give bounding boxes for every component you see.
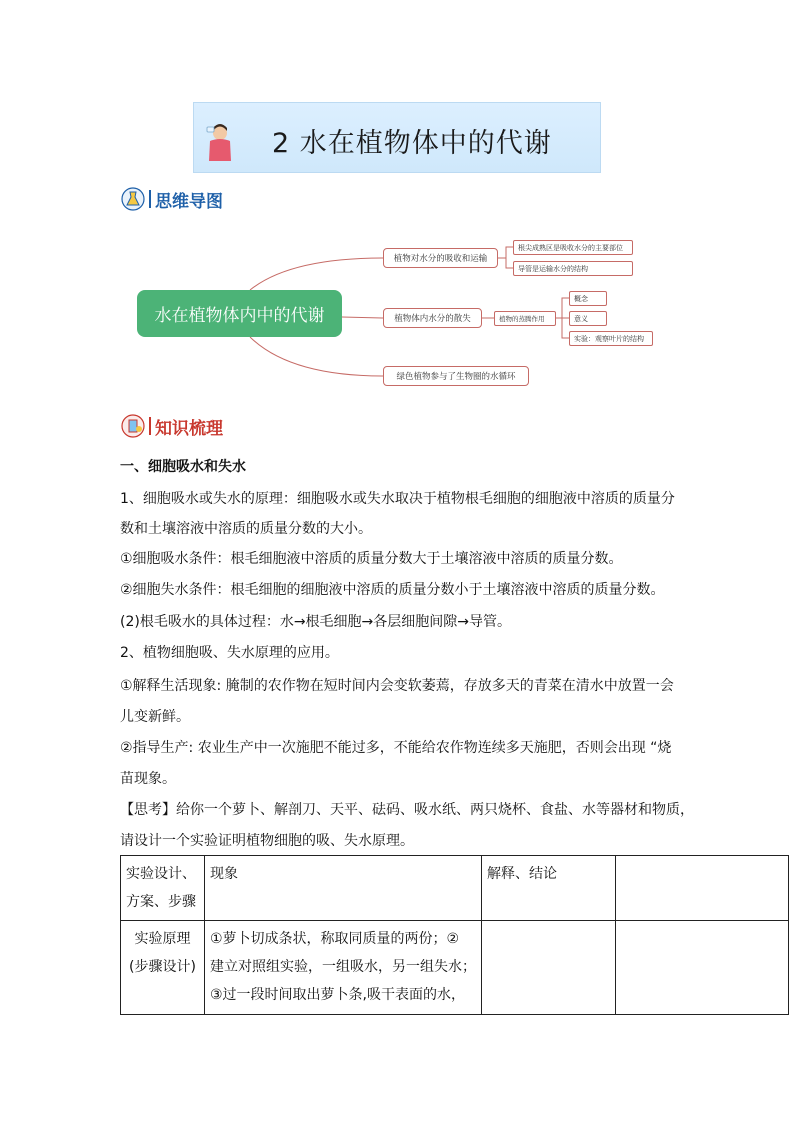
beaker-icon <box>120 414 146 438</box>
section-header-mindmap <box>120 187 223 211</box>
table-cell: 实验原理(步骤设计) <box>121 921 205 1015</box>
flask-icon <box>120 187 146 211</box>
mindmap-root: 水在植物体内中的代谢 <box>137 290 342 337</box>
child-drinking-icon <box>204 121 234 161</box>
heading: 一、细胞吸水和失水 <box>120 459 246 475</box>
cell-line: ①萝卜切成条状，称取同质量的两份；② <box>210 931 460 947</box>
paragraph: ②指导生产: 农业生产中一次施肥不能过多，不能给农作物连续多天施肥，否则会出现 “烧 <box>120 740 672 756</box>
table-cell <box>616 921 789 1015</box>
paragraph: ①解释生活现象: 腌制的农作物在短时间内会变软萎蔫，存放多天的青菜在清水中放置一会 <box>120 678 674 694</box>
mindmap-leaf: 意义 <box>569 311 607 326</box>
title-banner <box>193 102 601 173</box>
cell-line: ③过一段时间取出萝卜条,吸干表面的水， <box>210 987 465 1003</box>
table-header-cell: 解释、结论 <box>482 856 616 921</box>
cell-line: 建立对照组实验，一组吸水，另一组失水； <box>210 959 476 975</box>
paragraph: 2、植物细胞吸、失水原理的应用。 <box>120 645 339 661</box>
table-header-cell: 实验设计、方案、步骤 <box>121 856 205 921</box>
paragraph: (2)根毛吸水的具体过程：水→根毛细胞→各层细胞间隙→导管。 <box>120 614 512 630</box>
paragraph: 数和土壤溶液中溶质的质量分数的大小。 <box>120 521 372 537</box>
table-header-cell <box>616 856 789 921</box>
mindmap-leaf: 导管是运输水分的结构 <box>513 261 633 276</box>
mindmap-leaf: 根尖成熟区是吸收水分的主要部位 <box>513 240 633 255</box>
table-row <box>121 921 789 1015</box>
mindmap-branch: 植物体内水分的散失 <box>383 308 482 328</box>
mindmap-branch: 绿色植物参与了生物圈的水循环 <box>383 366 529 386</box>
mindmap-subnode: 植物的蒸腾作用 <box>494 311 556 326</box>
mindmap-leaf: 概念 <box>569 291 607 306</box>
paragraph: ①细胞吸水条件：根毛细胞液中溶质的质量分数大于土壤溶液中溶质的质量分数。 <box>120 551 623 567</box>
section-header-knowledge <box>120 414 223 438</box>
experiment-table <box>120 855 789 1015</box>
section-title: 知识梳理 <box>155 418 223 439</box>
paragraph: 1、细胞吸水或失水的原理：细胞吸水或失水取决于植物根毛细胞的细胞液中溶质的质量分 <box>120 491 675 507</box>
paragraph: 请设计一个实验证明植物细胞的吸、失水原理。 <box>120 833 414 849</box>
mindmap-branch: 植物对水分的吸收和运输 <box>383 248 498 268</box>
table-header-cell: 现象 <box>205 856 482 921</box>
page-title: 2 水在植物体中的代谢 <box>272 128 552 159</box>
paragraph: 【思考】给你一个萝卜、解剖刀、天平、砝码、吸水纸、两只烧杯、食盐、水等器材和物质， <box>120 802 694 818</box>
paragraph: ②细胞失水条件：根毛细胞的细胞液中溶质的质量分数小于土壤溶液中溶质的质量分数。 <box>120 582 665 598</box>
paragraph: 儿变新鲜。 <box>120 709 190 725</box>
table-cell <box>482 921 616 1015</box>
paragraph: 苗现象。 <box>120 771 176 787</box>
mindmap-leaf: 实验：观察叶片的结构 <box>569 331 653 346</box>
table-row <box>121 856 789 921</box>
table-cell <box>205 921 482 1015</box>
section-title: 思维导图 <box>155 191 223 212</box>
